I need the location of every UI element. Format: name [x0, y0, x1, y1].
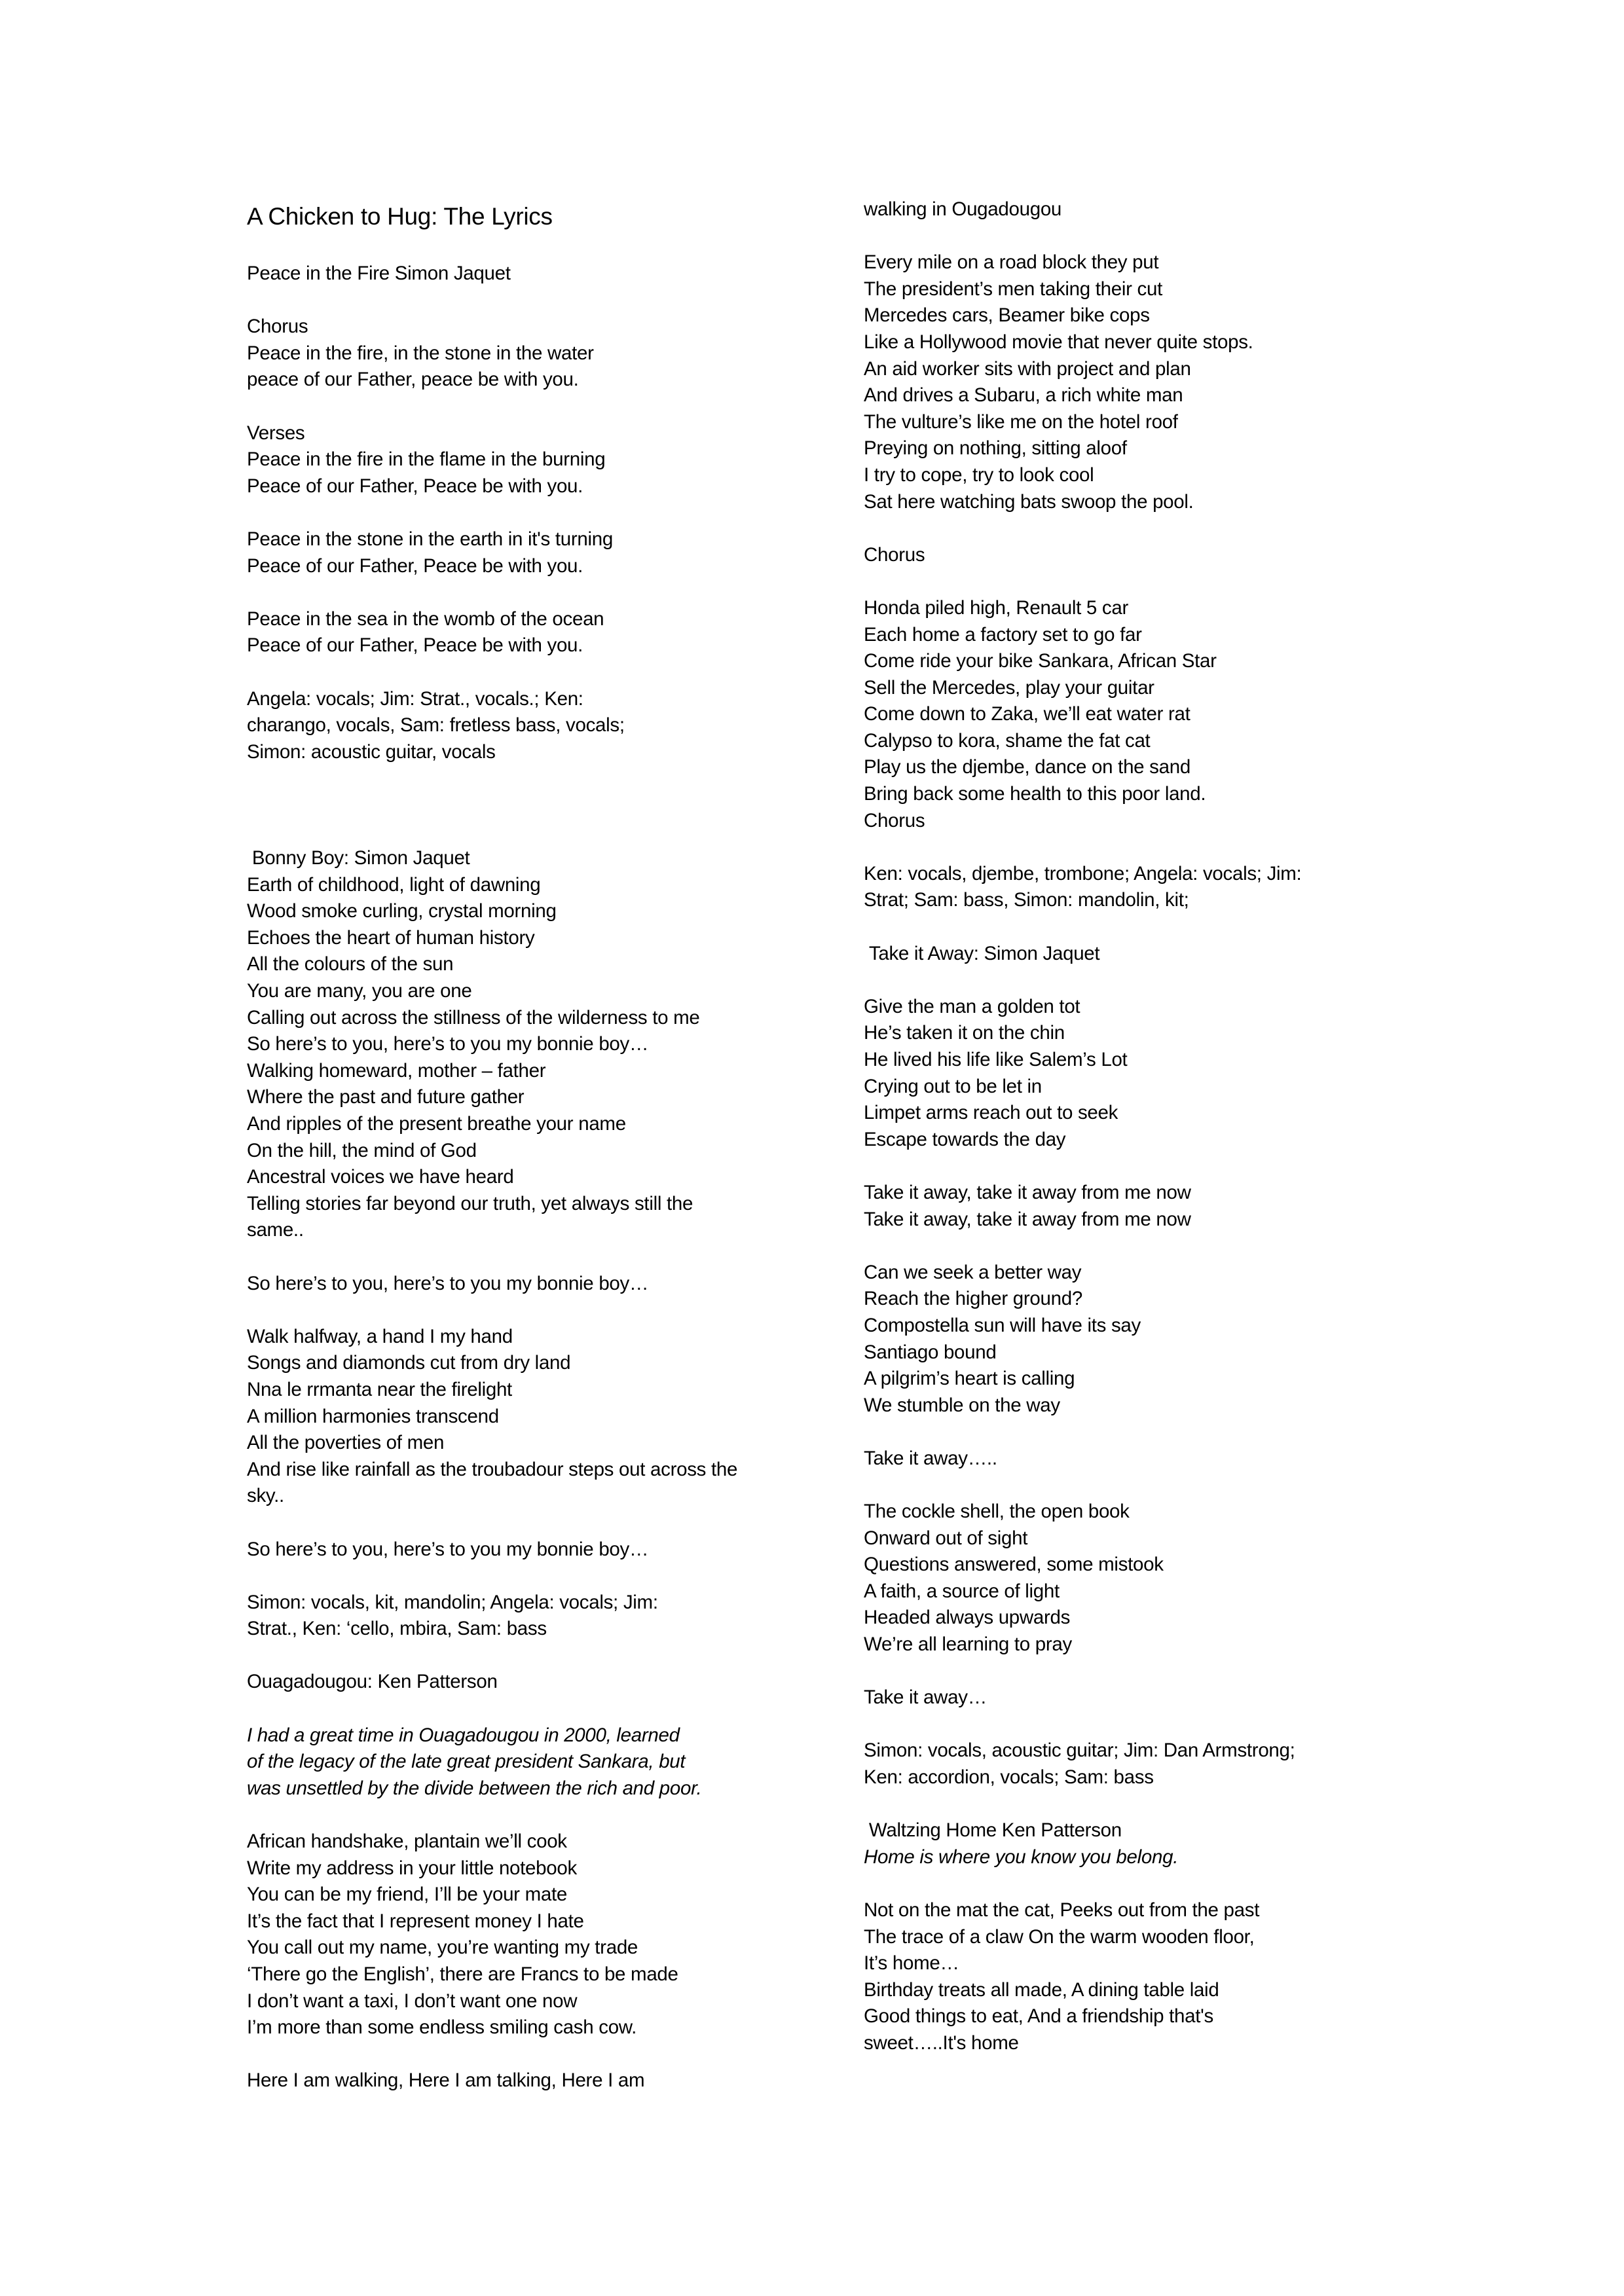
lyric-line: A pilgrim’s heart is calling: [864, 1368, 1075, 1390]
lyric-line: Ken: vocals, djembe, trombone; Angela: vocals; Jim:: [864, 862, 1302, 884]
lyric-line: Come down to Zaka, we’ll eat water rat: [864, 703, 1190, 725]
lyric-line: was unsettled by the divide between the rich and poor.: [247, 1777, 702, 1799]
lyric-line: We’re all learning to pray: [864, 1633, 1072, 1656]
lyric-line: So here’s to you, here’s to you my bonnie boy…: [247, 1538, 649, 1560]
blank-line: [864, 568, 1388, 595]
blank-line: [247, 1696, 790, 1722]
lyric-line: Bonny Boy: Simon Jaquet: [247, 847, 470, 869]
lyric-line: peace of our Father, peace be with you.: [247, 369, 579, 391]
blank-line: [864, 914, 1388, 941]
lyric-line: sweet…..It's home: [864, 2032, 1019, 2054]
blank-line: [864, 967, 1388, 994]
right-lyrics: [864, 196, 1388, 2057]
lyric-line: Strat; Sam: bass, Simon: mandolin, kit;: [864, 889, 1189, 911]
lyric-line: An aid worker sits with project and plan: [864, 357, 1191, 380]
blank-line: [864, 515, 1388, 542]
lyric-line: Angela: vocals; Jim: Strat., vocals.; Ken:: [247, 687, 583, 710]
lyric-line: Good things to eat, And a friendship that's: [864, 2005, 1213, 2028]
lyric-line: I try to cope, try to look cool: [864, 464, 1094, 486]
lyric-line: Peace in the Fire Simon Jaquet: [247, 263, 511, 284]
blank-line: [247, 287, 790, 314]
blank-line: [247, 818, 790, 845]
lyric-line: Limpet arms reach out to seek: [864, 1102, 1118, 1124]
blank-line: [247, 792, 790, 819]
lyric-line: Ken: accordion, vocals; Sam: bass: [864, 1766, 1154, 1789]
blank-line: [247, 765, 790, 792]
lyric-line: Sat here watching bats swoop the pool.: [864, 490, 1194, 513]
lyric-line: Come ride your bike Sankara, African Star: [864, 650, 1217, 672]
left-column: [247, 196, 790, 2094]
lyric-line: A million harmonies transcend: [247, 1405, 499, 1427]
lyric-line: And rise like rainfall as the troubadour steps out across the: [247, 1458, 738, 1480]
lyric-line: Compostella sun will have its say: [864, 1314, 1141, 1336]
lyric-line: Home is where you know you belong.: [864, 1846, 1179, 1868]
lyric-line: And ripples of the present breathe your name: [247, 1113, 626, 1135]
lyric-line: Chorus: [247, 316, 308, 338]
lyric-line: You are many, you are one: [247, 980, 472, 1002]
lyric-line: You call out my name, you’re wanting my trade: [247, 1937, 638, 1959]
lyric-line: The trace of a claw On the warm wooden floor,: [864, 1925, 1255, 1948]
lyric-line: walking in Ougadougou: [864, 198, 1062, 220]
blank-line: [864, 1153, 1388, 1180]
lyric-line: Verses: [247, 422, 305, 444]
lyric-line: And drives a Subaru, a rich white man: [864, 384, 1183, 407]
lyric-line: Take it away…..: [864, 1447, 997, 1469]
lyric-line: All the colours of the sun: [247, 953, 454, 975]
lyric-line: All the poverties of men: [247, 1432, 445, 1454]
lyric-line: On the hill, the mind of God: [247, 1139, 477, 1161]
lyric-line: Bring back some health to this poor land.: [864, 783, 1206, 805]
lyric-line: Reach the higher ground?: [864, 1288, 1082, 1310]
lyric-line: Calling out across the stillness of the wilderness to me: [247, 1006, 700, 1029]
lyric-line: A faith, a source of light: [864, 1580, 1060, 1602]
lyric-line: Ouagadougou: Ken Patterson: [247, 1671, 498, 1693]
lyric-line: sky..: [247, 1485, 284, 1507]
lyric-line: Simon: vocals, acoustic guitar; Jim: Dan Armstrong;: [864, 1740, 1295, 1762]
blank-line: [247, 579, 790, 606]
lyric-line: I don’t want a taxi, I don’t want one now: [247, 1990, 578, 2012]
lyric-line: We stumble on the way: [864, 1394, 1060, 1416]
blank-line: [864, 1791, 1388, 1818]
lyric-line: Preying on nothing, sitting aloof: [864, 437, 1127, 460]
lyric-line: Peace of our Father, Peace be with you.: [247, 475, 583, 497]
blank-line: [864, 1419, 1388, 1446]
lyric-line: Questions answered, some mistook: [864, 1554, 1164, 1576]
blank-line: [864, 1870, 1388, 1897]
blank-line: [864, 1711, 1388, 1738]
lyric-line: He’s taken it on the chin: [864, 1022, 1065, 1044]
lyric-line: Waltzing Home Ken Patterson: [864, 1819, 1122, 1842]
blank-line: [247, 1802, 790, 1829]
lyric-line: Echoes the heart of human history: [247, 926, 535, 949]
document-title: A Chicken to Hug: The Lyrics: [247, 203, 553, 230]
blank-line: [864, 1472, 1388, 1499]
lyric-line: Strat., Ken: ‘cello, mbira, Sam: bass: [247, 1618, 547, 1640]
lyric-line: I’m more than some endless smiling cash cow.: [247, 2016, 637, 2039]
blank-line: [247, 2041, 790, 2068]
lyric-line: Like a Hollywood movie that never quite stops.: [864, 331, 1253, 353]
lyric-line: Take it Away: Simon Jaquet: [864, 942, 1100, 964]
lyric-line: same..: [247, 1219, 304, 1241]
lyric-line: So here’s to you, here’s to you my bonnie boy…: [247, 1272, 649, 1294]
lyric-line: Simon: vocals, kit, mandolin; Angela: vocals; Jim:: [247, 1591, 658, 1613]
lyric-line: ‘There go the English’, there are Francs to be made: [247, 1963, 678, 1985]
lyric-line: Peace in the sea in the womb of the ocean: [247, 608, 604, 630]
lyric-line: It’s home…: [864, 1952, 959, 1975]
lyric-line: Play us the djembe, dance on the sand: [864, 756, 1190, 778]
lyric-line: Escape towards the day: [864, 1128, 1066, 1150]
blank-line: [247, 1643, 790, 1669]
lyric-line: Crying out to be let in: [864, 1075, 1042, 1097]
lyric-line: Telling stories far beyond our truth, yet always still the: [247, 1192, 693, 1214]
lyric-line: African handshake, plantain we’ll cook: [247, 1831, 567, 1853]
lyric-line: Ancestral voices we have heard: [247, 1166, 514, 1188]
lyric-line: Each home a factory set to go far: [864, 623, 1142, 646]
lyric-line: Take it away, take it away from me now: [864, 1208, 1191, 1230]
lyric-line: Honda piled high, Renault 5 car: [864, 596, 1128, 619]
lyric-line: Chorus: [864, 543, 925, 566]
blank-line: [864, 1233, 1388, 1260]
lyric-line: The vulture’s like me on the hotel roof: [864, 410, 1178, 433]
lyric-line: Peace in the stone in the earth in it's turning: [247, 528, 613, 550]
lyric-line: Wood smoke curling, crystal morning: [247, 900, 557, 922]
lyric-line: Take it away…: [864, 1686, 987, 1709]
lyric-line: Can we seek a better way: [864, 1261, 1082, 1283]
lyric-line: Earth of childhood, light of dawning: [247, 873, 541, 896]
blank-line: [247, 659, 790, 686]
lyric-line: Sell the Mercedes, play your guitar: [864, 676, 1154, 699]
blank-line: [247, 1244, 790, 1271]
lyric-line: So here’s to you, here’s to you my bonnie boy…: [247, 1033, 649, 1055]
lyric-line: Where the past and future gather: [247, 1086, 525, 1108]
lyric-line: Every mile on a road block they put: [864, 251, 1159, 274]
lyric-line: Take it away, take it away from me now: [864, 1181, 1191, 1203]
lyric-line: Santiago bound: [864, 1341, 997, 1363]
lyric-line: He lived his life like Salem’s Lot: [864, 1049, 1128, 1070]
lyric-line: Write my address in your little notebook: [247, 1857, 577, 1879]
lyric-line: of the legacy of the late great president Sankara, but: [247, 1751, 686, 1773]
lyric-line: charango, vocals, Sam: fretless bass, vocals;: [247, 714, 625, 737]
lyric-line: Birthday treats all made, A dining table laid: [864, 1978, 1219, 2001]
lyric-line: Songs and diamonds cut from dry land: [247, 1352, 571, 1374]
lyric-line: It’s the fact that I represent money I hate: [247, 1910, 584, 1932]
lyric-line: The cockle shell, the open book: [864, 1501, 1130, 1523]
blank-line: [247, 500, 790, 526]
blank-line: [864, 834, 1388, 861]
lyric-line: Peace of our Father, Peace be with you.: [247, 555, 583, 577]
lyric-line: Headed always upwards: [864, 1607, 1071, 1629]
lyric-line: Peace in the fire, in the stone in the water: [247, 342, 594, 364]
right-column: [864, 196, 1388, 2057]
lyric-line: Onward out of sight: [864, 1527, 1028, 1549]
left-lyrics: [247, 261, 790, 2094]
lyric-line: I had a great time in Ouagadougou in 2000, learned: [247, 1724, 680, 1746]
lyric-line: Mercedes cars, Beamer bike cops: [864, 304, 1150, 327]
lyric-line: Give the man a golden tot: [864, 995, 1080, 1017]
blank-line: [247, 1510, 790, 1537]
lyric-line: Peace in the fire in the flame in the burning: [247, 448, 606, 471]
lyric-line: Peace of our Father, Peace be with you.: [247, 634, 583, 657]
blank-line: [247, 1563, 790, 1590]
lyric-line: Nna le rrmanta near the firelight: [247, 1378, 512, 1400]
lyric-line: You can be my friend, I’ll be your mate: [247, 1884, 567, 1906]
blank-line: [247, 1297, 790, 1324]
lyric-line: Walking homeward, mother – father: [247, 1059, 546, 1082]
lyric-line: The president’s men taking their cut: [864, 278, 1162, 300]
lyric-line: Chorus: [864, 809, 925, 831]
blank-line: [247, 393, 790, 420]
lyric-line: Walk halfway, a hand I my hand: [247, 1325, 513, 1347]
blank-line: [864, 1658, 1388, 1685]
lyric-line: Not on the mat the cat, Peeks out from the past: [864, 1899, 1260, 1921]
lyric-line: Simon: acoustic guitar, vocals: [247, 740, 496, 763]
lyric-line: Here I am walking, Here I am talking, Here I am: [247, 2069, 645, 2092]
blank-line: [864, 223, 1388, 250]
lyric-line: Calypso to kora, shame the fat cat: [864, 729, 1151, 752]
